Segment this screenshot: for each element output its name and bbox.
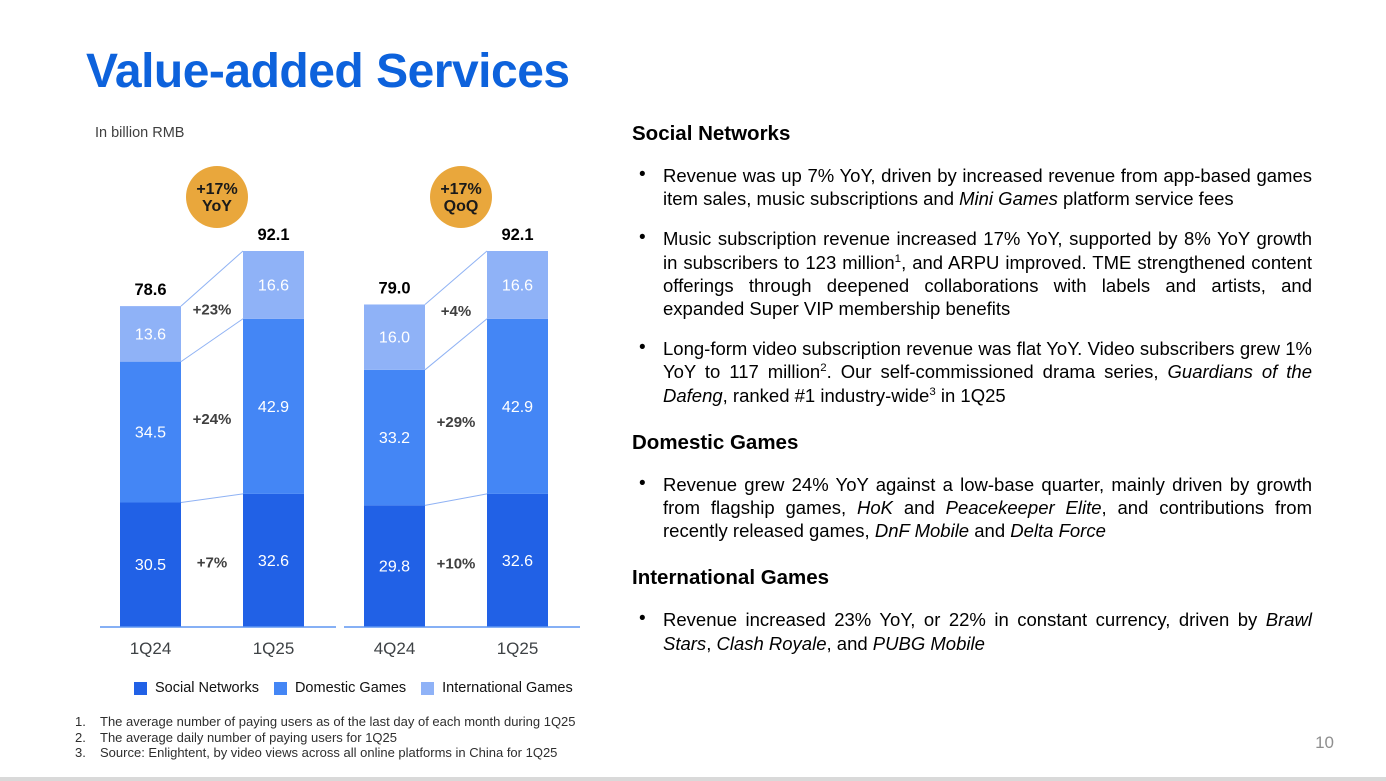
commentary-section [632,431,1312,543]
bullet-item [632,608,1312,654]
segment-value-label: 33.2 [378,430,411,448]
legend-item [274,680,406,696]
growth-label: +10% [436,555,476,573]
page-title: Value-added Services [86,45,570,98]
growth-label: +23% [192,301,232,319]
footnote-reference: 2 [820,362,827,375]
bullet-text: platform service fees [1057,188,1234,210]
product-name: DnF Mobile [874,520,970,542]
segment-value-label: 34.5 [134,424,167,442]
product-name: Peacekeeper Elite [945,497,1102,519]
legend-label: International Games [442,680,573,696]
category-label: 4Q24 [373,639,416,658]
bullet-text: Revenue grew 24% YoY against a low-base quarter, mainly driven by growth from flagship games, [663,473,1312,519]
growth-label: +7% [196,554,228,572]
footnote-reference: 3 [929,385,936,398]
segment-connector-line [181,251,243,306]
footnote-reference: 1 [894,252,902,265]
segment-value-label: 16.6 [501,277,534,295]
segment-value-label: 29.8 [378,558,411,576]
bullet-list [632,473,1312,543]
slide-bottom-edge [0,777,1386,781]
product-name: Brawl Stars [663,609,1312,654]
growth-label: +24% [192,411,232,429]
chart-unit-label: In billion RMB [95,125,185,141]
footnote-number: 2. [75,729,86,745]
segment-value-label: 13.6 [134,326,167,344]
growth-label: +29% [436,413,476,431]
legend-label: Social Networks [155,680,259,696]
footnote-text: The average number of paying users as of the last day of each month during 1Q25 [100,714,576,729]
product-name: Mini Games [959,188,1058,210]
segment-connector-line [425,494,487,505]
bar-total-label: 78.6 [134,281,167,300]
legend-swatch-icon [421,682,434,695]
legend-item [134,680,259,696]
bullet-item [632,473,1312,543]
page-number: 10 [1315,733,1334,752]
bullet-text: Revenue increased 23% YoY, or 22% in constant currency, driven by [663,609,1266,631]
stacked-bar-chart-qoq [344,155,584,665]
section-heading: Social Networks [632,122,791,145]
growth-badge-value: +17% [196,181,238,198]
segment-connector-line [181,319,243,362]
segment-value-label: 32.6 [501,552,534,570]
growth-badge-period: YoY [202,198,232,215]
growth-label: +4% [440,303,472,321]
product-name: PUBG Mobile [872,632,985,654]
legend-label: Domestic Games [294,680,407,696]
bullet-text: , and [826,632,873,654]
footnotes [75,714,576,761]
product-name: HoK [857,497,894,519]
legend-item [421,680,573,696]
commentary-section [632,566,1312,654]
product-name: Delta Force [1010,520,1106,542]
segment-value-label: 16.0 [378,329,411,347]
bullet-text: , and contributions from recently released games, [663,497,1312,542]
legend-swatch-icon [274,682,287,695]
bar-total-label: 92.1 [501,226,534,245]
bullet-text: and [893,497,946,519]
footnote [75,714,576,730]
product-name: Guardians of the Dafeng [663,361,1312,406]
bullet-item [632,337,1312,407]
segment-connector-line [181,494,243,503]
commentary-column [632,122,1312,672]
bullet-text: , ranked #1 industry-wide [722,384,930,406]
footnote-text: The average daily number of paying users for 1Q25 [100,729,398,745]
category-label: 1Q25 [252,639,295,658]
section-heading: International Games [632,566,830,590]
bullet-text: Music subscription revenue increased 17% YoY, supported by 8% YoY growth in subscribers to 123 million [663,228,1312,273]
bar-total-label: 79.0 [378,279,411,298]
bullet-text: Revenue was up 7% YoY, driven by increased revenue from app-based games item sales, music subscriptions and [663,165,1312,210]
bullet-list [632,608,1312,654]
footnote-text: Source: Enlightent, by video views across all online platforms in China for 1Q25 [100,745,558,761]
bar-total-label: 92.1 [257,226,290,245]
bullet-text: . Our self-commissioned drama series, [826,361,1168,383]
chart-legend [134,680,573,696]
section-heading: Domestic Games [632,430,799,454]
footnote [75,745,576,761]
bullet-text: in 1Q25 [935,384,1006,406]
footnote [75,730,576,746]
category-label: 1Q24 [129,639,172,658]
segment-connector-line [425,319,487,370]
bullet-text: and [969,520,1011,542]
bullet-item [632,227,1312,320]
category-label: 1Q25 [496,639,539,658]
product-name: Clash Royale [716,632,827,654]
segment-value-label: 16.6 [257,277,290,295]
segment-value-label: 30.5 [134,557,167,575]
bullet-text: , [706,632,717,654]
footnote-number: 3. [75,745,86,761]
segment-value-label: 42.9 [501,398,534,416]
footnote-number: 1. [75,714,86,729]
segment-value-label: 32.6 [257,552,290,570]
segment-value-label: 42.9 [257,398,290,416]
growth-badge-period: QoQ [443,198,479,215]
bullet-list [632,164,1312,407]
bullet-text: , and ARPU improved. TME strengthened content offerings through deepened collaborations with labels and artists, and expanded Super VIP membership benefits [663,251,1312,320]
stacked-bar-chart-yoy [100,155,340,665]
growth-badge-value: +17% [440,181,482,198]
legend-swatch-icon [134,682,147,695]
bullet-item [632,164,1312,210]
bullet-text: Long-form video subscription revenue was flat YoY. Video subscribers grew 1% YoY to 117 million [663,338,1312,383]
segment-connector-line [425,251,487,304]
commentary-section [632,122,1312,407]
